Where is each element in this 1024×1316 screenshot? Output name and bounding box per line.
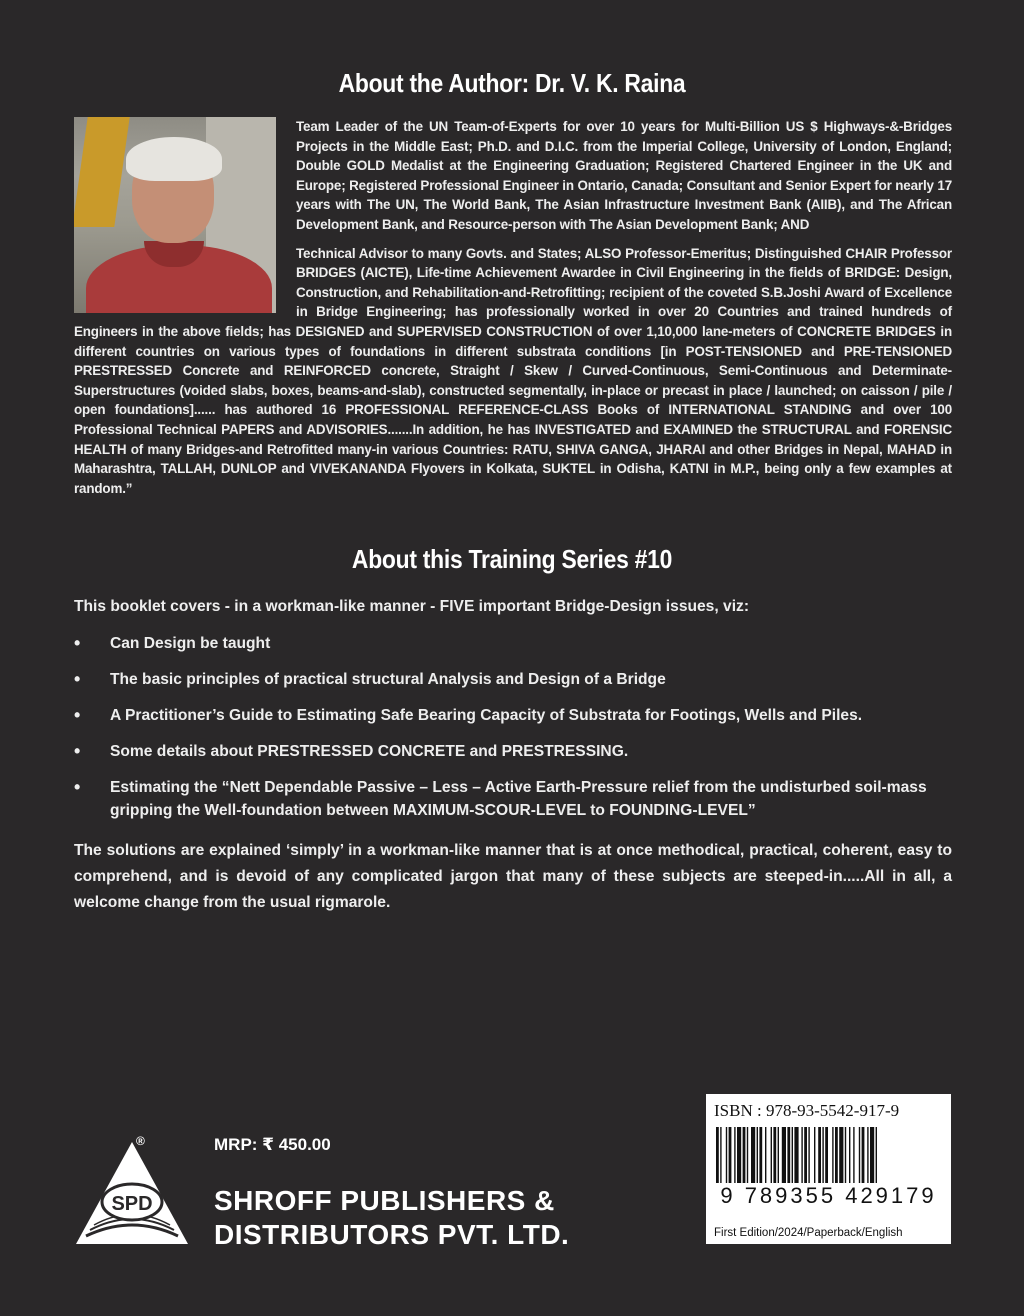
list-item: • Can Design be taught [74, 633, 271, 653]
barcode-bar [729, 1127, 732, 1183]
barcode-bar [859, 1127, 860, 1183]
barcode-bar [792, 1127, 793, 1183]
barcode-bar [747, 1127, 748, 1183]
barcode-bar [835, 1127, 838, 1183]
barcode-bar [765, 1127, 766, 1183]
logo-text: SPD [111, 1193, 153, 1215]
closing-paragraph: The solutions are explained ‘simply’ in a workman-like manner that is at once methodical, practical, coherent, easy to comprehend, and is devoid of any complicated jargon that many of these subjects are steeped-in.....All in all, a welcome change from the usual rigmarole. [74, 842, 952, 911]
barcode-bar [876, 1127, 877, 1183]
barcode-bar [743, 1127, 746, 1183]
list-item: • Estimating the “Nett Dependable Passive – Less – Active Earth-Pressure relief from the undisturbed soil-mass gripping the Well-foundation between MAXIMUM-SCOUR-LEVEL to FOUNDING-LEVEL” [74, 777, 927, 819]
barcode-bar [814, 1127, 815, 1183]
list-item: • Some details about PRESTRESSED CONCRETE and PRESTRESSING. [74, 741, 629, 761]
registered-mark: ® [136, 1134, 145, 1148]
barcode-bar [832, 1127, 833, 1183]
edition-info: First Edition/2024/Paperback/English [714, 1227, 903, 1239]
barcode-bar [759, 1127, 762, 1183]
barcode-bar [794, 1127, 798, 1183]
spd-logo-icon [72, 1136, 192, 1248]
barcode-bar [818, 1127, 821, 1183]
series-intro: This booklet covers - in a workman-like manner - FIVE important Bridge-Design issues, viz: [74, 598, 750, 615]
barcode-bar [870, 1127, 874, 1183]
barcode-bar [734, 1127, 735, 1183]
isbn-digits: 9 789355 429179 [720, 1183, 937, 1208]
isbn-label: ISBN : 978-93-5542-917-9 [714, 1101, 900, 1120]
barcode-bar [726, 1127, 727, 1183]
list-item: • The basic principles of practical structural Analysis and Design of a Bridge [74, 669, 666, 689]
bullet-icon: • [74, 741, 81, 761]
barcode-bar [782, 1127, 786, 1183]
barcode-icon [714, 1127, 943, 1183]
series-heading: About this Training Series #10 [351, 544, 673, 574]
bullet-icon: • [74, 633, 81, 653]
barcode-bar [862, 1127, 865, 1183]
barcode-bar [845, 1127, 846, 1183]
barcode-bar [737, 1127, 741, 1183]
author-photo [74, 117, 276, 313]
publisher-name: SHROFF PUBLISHERS & DISTRIBUTORS PVT. LTD. [214, 1185, 570, 1250]
author-heading: About the Author: Dr. V. K. Raina [338, 68, 686, 98]
barcode-bar [720, 1127, 721, 1183]
barcode-bar [778, 1127, 779, 1183]
price-label: MRP: ₹ 450.00 [214, 1135, 331, 1154]
barcode-bar [804, 1127, 807, 1183]
barcode-bar [825, 1127, 828, 1183]
barcode-bar [849, 1127, 850, 1183]
isbn-panel [706, 1094, 951, 1244]
list-item: • A Practitioner’s Guide to Estimating Safe Bearing Capacity of Substrata for Footings, Wells and Piles. [74, 705, 863, 725]
barcode-bar [839, 1127, 843, 1183]
barcode-bar [751, 1127, 755, 1183]
bio-paragraph-1: Team Leader of the UN Team-of-Experts for over 10 years for Multi-Billion US $ Highways-&-Bridges Projects in the Middle East; Ph.D. and D.I.C. from the Imperial College, University of London, England; Double GOLD Medalist at the Engineering Graduation; Registered Chartered Engineer in the UK and Europe; Registered Professional Engineer in Ontario, Canada; Consultant and Senior Expert for nearly 17 years with The UN, The World Bank, The Asian Infrastructure Investment Bank (AIIB), and The African Development Bank, and Resource-person with The Asian Development Bank; AND [296, 119, 952, 232]
barcode-bar [867, 1127, 868, 1183]
bullet-icon: • [74, 777, 81, 797]
bullet-icon: • [74, 669, 81, 689]
author-bio [74, 117, 952, 498]
barcode-bar [822, 1127, 823, 1183]
topic-list [74, 632, 954, 835]
bio-paragraph-2: Technical Advisor to many Govts. and States; ALSO Professor-Emeritus; Distinguished CHAIR Professor BRIDGES (AICTE), Life-time Achievement Awardee in Civil Engineering in the fields of BRIDGE: Design, Construction, and Rehabilitation-and-Retrofitting; recipient of the coveted S.B.Joshi Award of Excellence in Bridge Engineering; has professionally worked in over 20 Countries and trained hundreds of Engineers in the above fields; has DESIGNED and SUPERVISED CONSTRUCTION of over 1,10,000 lane-meters of CONCRETE BRIDGES in different countries on various types of foundations in different substrata conditions [in POST-TENSIONED and PRE-TENSIONED PRESTRESSED Concrete and REINFORCED concrete, Straight / Skew / Curved-Continuous, Semi-Continuous and Determinate-Superstructures (voided slabs, boxes, beams-and-slab), constructed segmentally, in-place or precast in place / launched; on caisson / pile / open foundations]...... has authored 16 PROFESSIONAL REFERENCE-CLASS Books of INTERNATIONAL STANDING and over 100 Professional Technical PAPERS and ADVISORIES.......In addition, he has INVESTIGATED and EXAMINED the STRUCTURAL and FORENSIC HEALTH of many Bridges-and Retrofitted many-in various Countries: RATU, SHIVA GANGA, JHARAI and other Bridges in Nepal, MAHAD in Maharashtra, TALLAH, DUNLOP and VIVEKANANDA Flyovers in Kolkata, SUKTEL in Odisha, KATNI in M.P., being only a few examples at random.” [74, 245, 952, 496]
bullet-icon: • [74, 705, 81, 725]
barcode-bar [801, 1127, 802, 1183]
barcode-bar [757, 1127, 758, 1183]
barcode-bar [787, 1127, 790, 1183]
barcode-bar [771, 1127, 772, 1183]
barcode-bar [716, 1127, 719, 1183]
barcode-bar [773, 1127, 776, 1183]
barcode-bar [808, 1127, 809, 1183]
barcode-bar [853, 1127, 854, 1183]
